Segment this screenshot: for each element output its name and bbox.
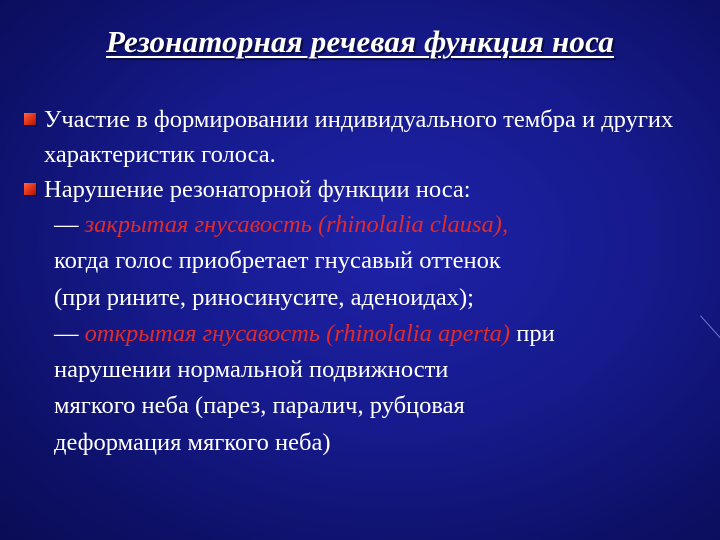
sub-item-open-rhinolalia xyxy=(24,316,694,352)
sub-item-text-line: нарушении нормальной подвижности xyxy=(54,356,449,384)
open-rhinolalia-term: открытая гнусавость (rhinolalia aperta) xyxy=(84,319,511,347)
decorative-line xyxy=(700,315,720,342)
sub-item-text-line: мягкого неба (парез, паралич, рубцовая xyxy=(54,392,465,420)
dash: — xyxy=(54,211,85,238)
square-bullet-icon xyxy=(24,113,36,125)
bullet-item-timbre xyxy=(24,102,694,172)
slide-content xyxy=(24,102,694,461)
bullet-text: Нарушение резонаторной функции носа: xyxy=(44,176,471,203)
sub-item-closed-rhinolalia xyxy=(24,207,694,243)
bullet-item-disorder xyxy=(24,172,694,207)
closed-rhinolalia-term: закрытая гнусавость (rhinolalia clausa), xyxy=(84,211,509,238)
square-bullet-icon xyxy=(24,183,36,195)
slide-title: Резонаторная речевая функция носа xyxy=(106,24,614,59)
sub-item-text-line: (при рините, риносинусите, аденоидах); xyxy=(54,283,474,311)
sub-item-text-line: когда голос приобретает гнусавый оттенок xyxy=(54,247,501,275)
sub-item-text-line: деформация мягкого неба) xyxy=(54,428,331,456)
open-rhinolalia-tail: при xyxy=(510,319,555,347)
bullet-text: Участие в формировании индивидуального тембра и других характеристик голоса. xyxy=(44,106,674,168)
dash: — xyxy=(54,319,85,347)
